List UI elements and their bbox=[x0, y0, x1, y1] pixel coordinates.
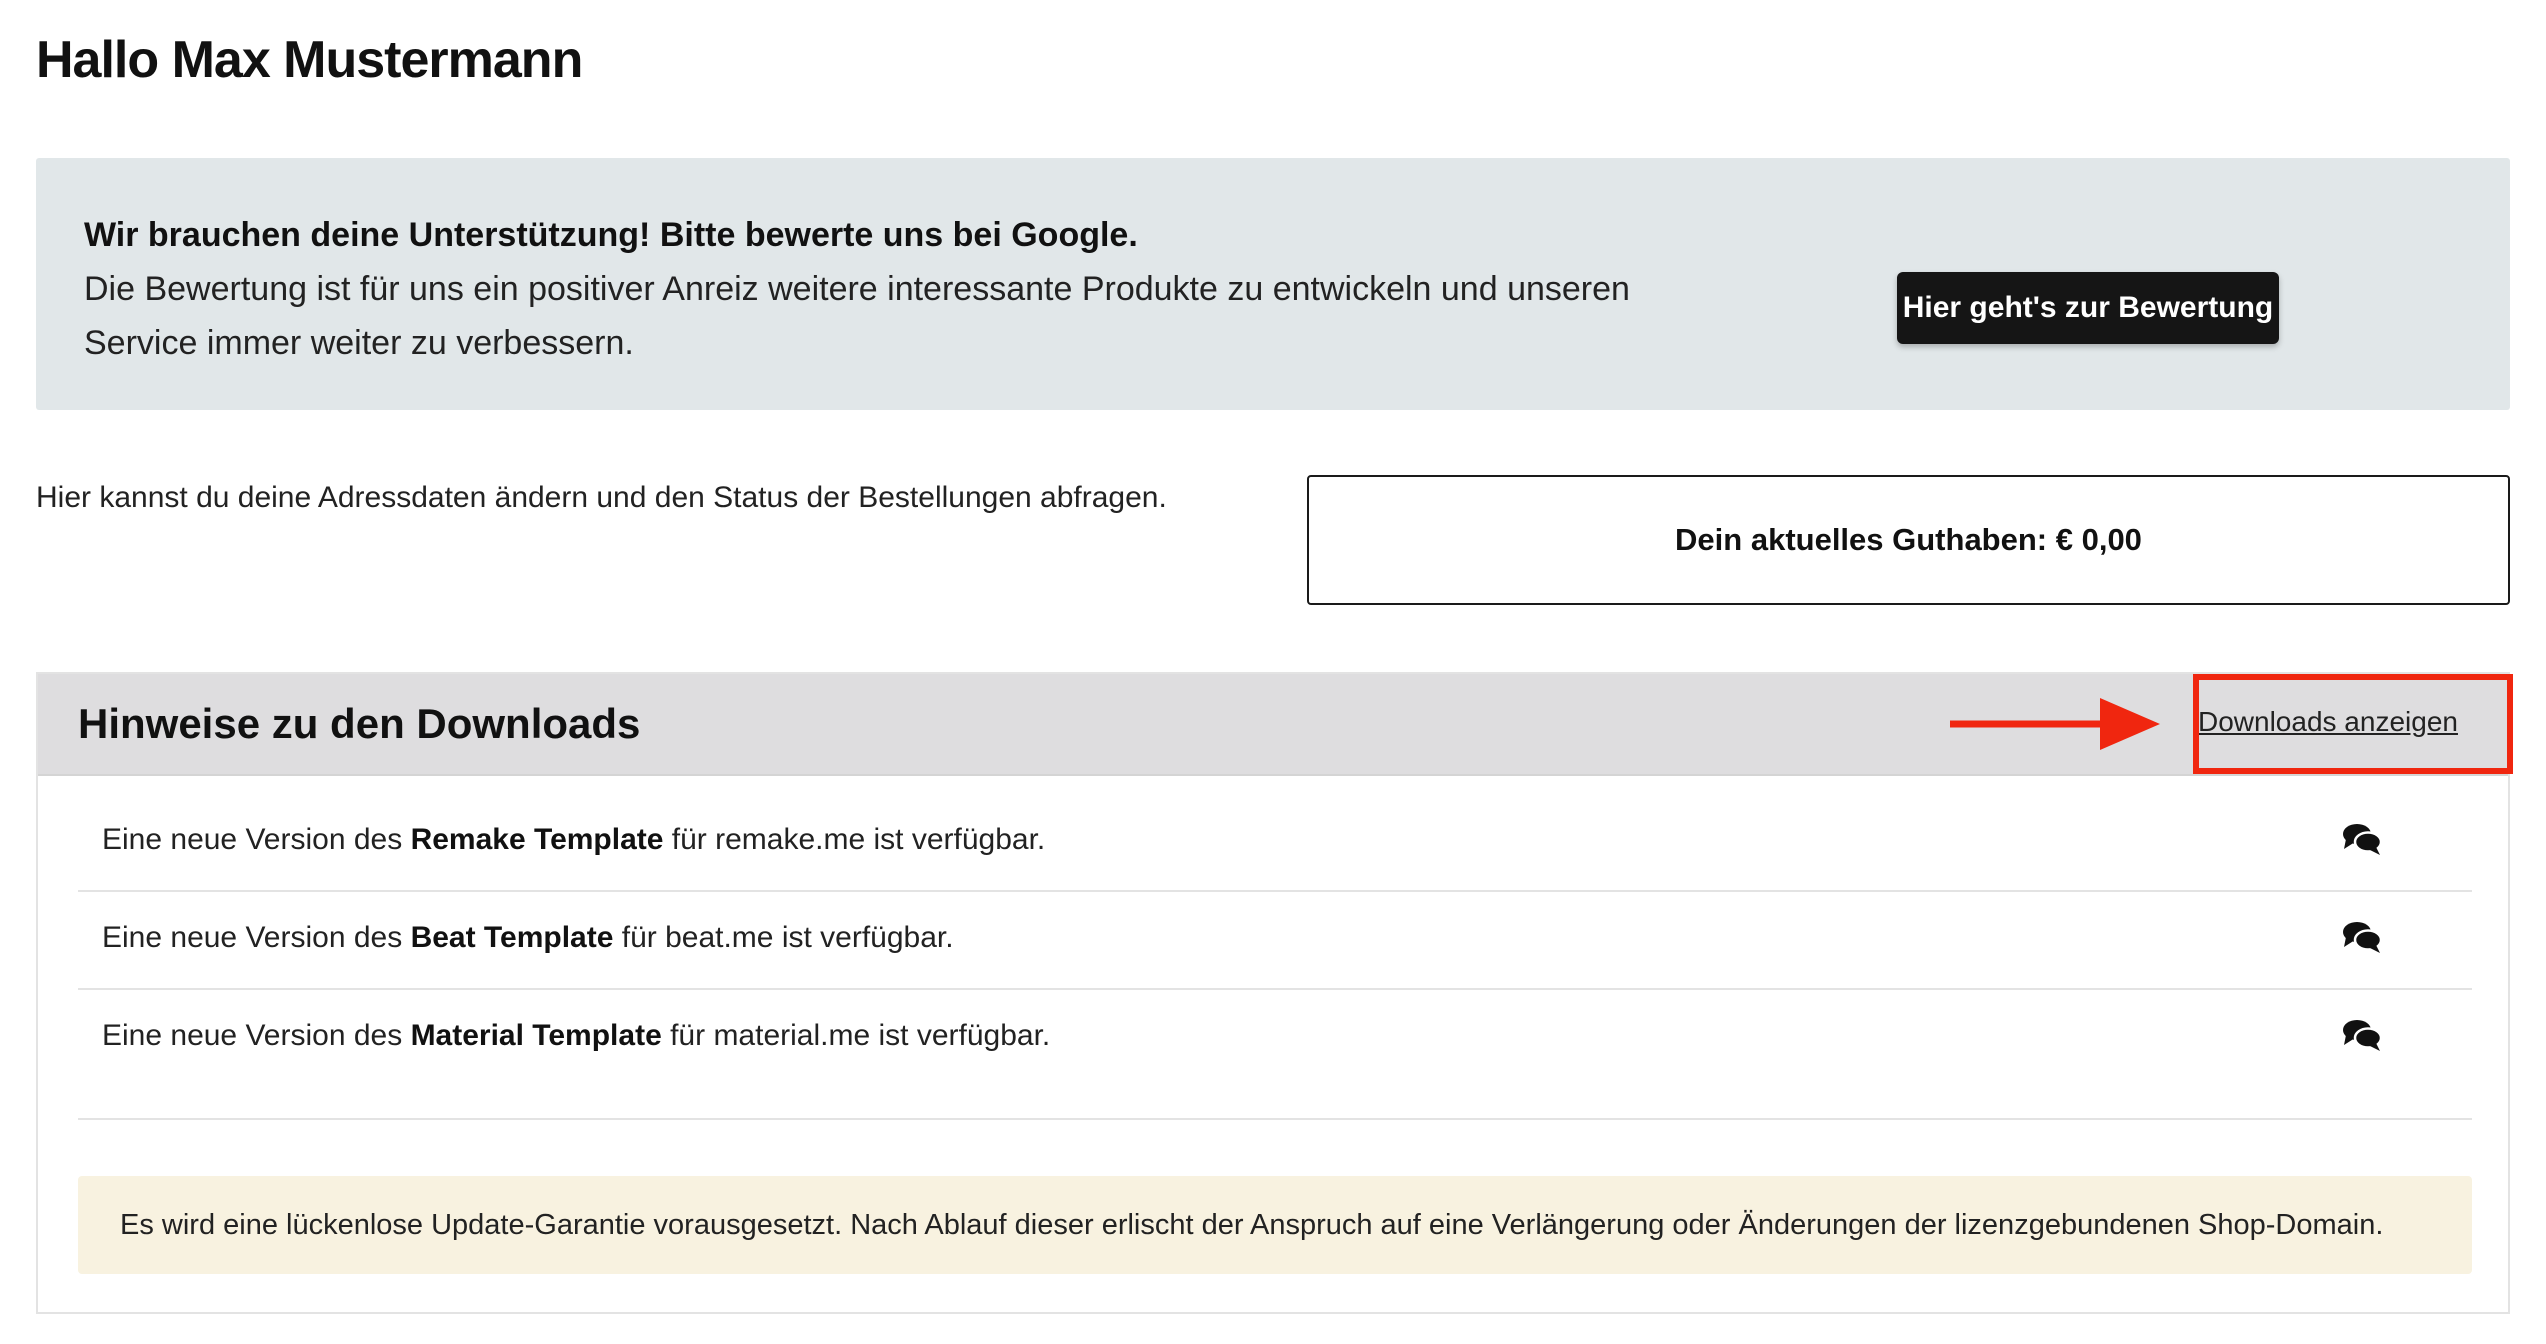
comments-icon[interactable] bbox=[2342, 822, 2382, 856]
review-title: Wir brauchen deine Unterstützung! Bitte bewerte uns bei Google. bbox=[84, 216, 1138, 254]
review-body: Die Bewertung ist für uns ein positiver Anreiz weitere interessante Produkte zu entwickeln und unseren Service immer weiter zu verbessern. bbox=[84, 270, 1630, 362]
comments-icon[interactable] bbox=[2342, 1018, 2382, 1052]
list-item bbox=[78, 794, 2472, 892]
balance-text: Dein aktuelles Guthaben: € 0,00 bbox=[1675, 522, 2142, 557]
list-item bbox=[78, 990, 2472, 1120]
review-text bbox=[84, 208, 1684, 370]
downloads-link[interactable]: Downloads anzeigen bbox=[2198, 706, 2458, 737]
balance-box bbox=[1307, 475, 2510, 605]
account-info-text: Hier kannst du deine Adressdaten ändern und den Status der Bestellungen abfragen. bbox=[36, 481, 1167, 514]
red-arrow-icon bbox=[1950, 698, 2160, 750]
review-button[interactable]: Hier geht's zur Bewertung bbox=[1897, 272, 2279, 344]
page-title: Hallo Max Mustermann bbox=[36, 31, 583, 89]
comments-icon[interactable] bbox=[2342, 920, 2382, 954]
notice-text: Es wird eine lückenlose Update-Garantie vorausgesetzt. Nach Ablauf dieser erlischt der Anspruch auf eine Verlängerung oder Änderungen der lizenzgebundenen Shop-Domain. bbox=[120, 1209, 2384, 1241]
update-text: Eine neue Version des Beat Template für beat.me ist verfügbar. bbox=[102, 921, 954, 954]
review-banner bbox=[36, 158, 2510, 410]
template-name: Remake Template bbox=[410, 823, 664, 856]
downloads-title: Hinweise zu den Downloads bbox=[78, 700, 641, 747]
template-name: Material Template bbox=[410, 1019, 662, 1052]
update-text: Eine neue Version des Remake Template für remake.me ist verfügbar. bbox=[102, 823, 1046, 856]
downloads-panel bbox=[36, 672, 2510, 1314]
downloads-header bbox=[38, 674, 2508, 776]
update-text: Eine neue Version des Material Template für material.me ist verfügbar. bbox=[102, 1019, 1051, 1052]
update-list bbox=[78, 794, 2472, 1120]
notice-box bbox=[78, 1176, 2472, 1274]
list-item bbox=[78, 892, 2472, 990]
template-name: Beat Template bbox=[410, 921, 614, 954]
